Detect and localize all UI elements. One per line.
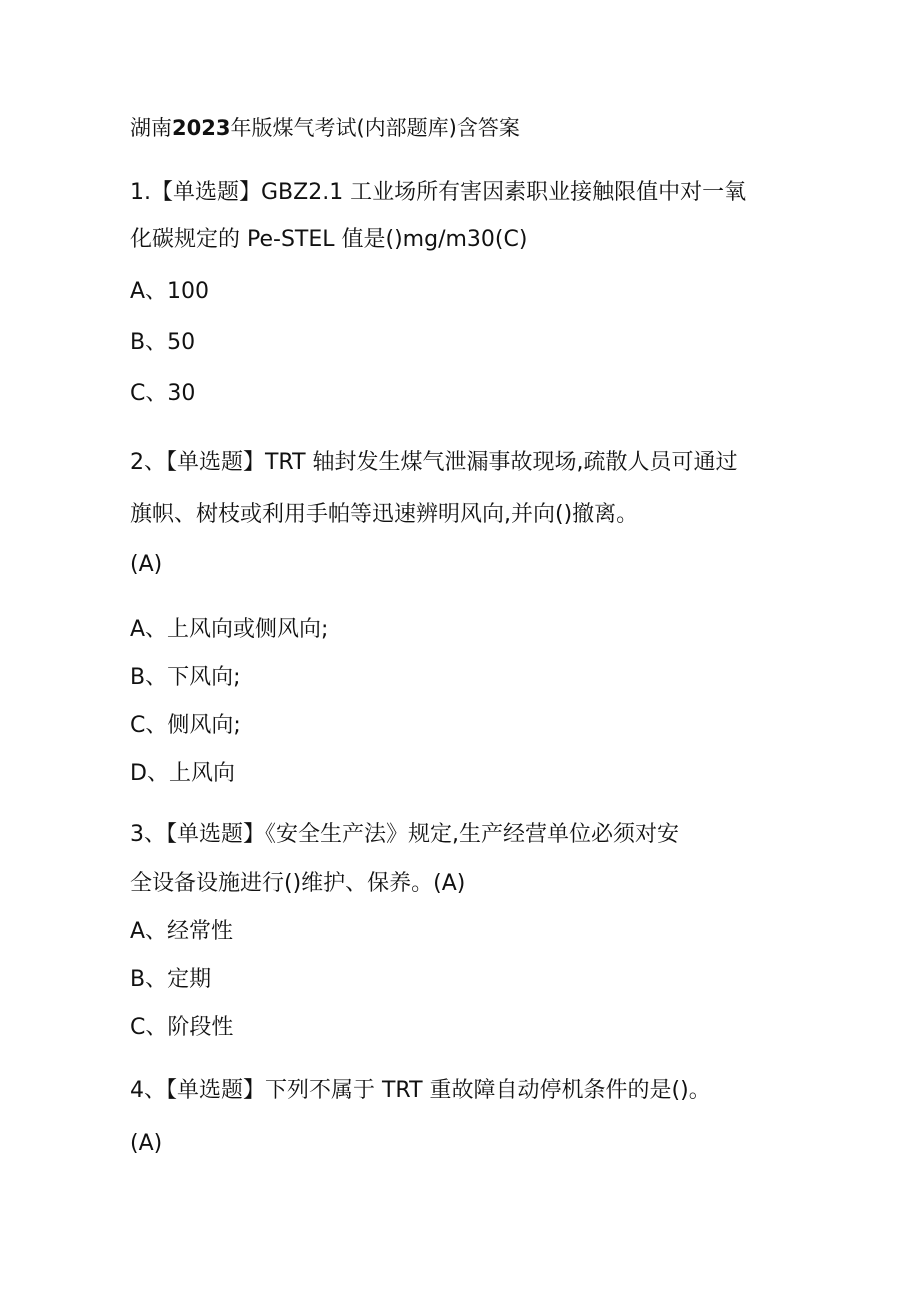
question-2-option-d: D、上风向 (130, 761, 235, 786)
question-2-option-c: C、侧风向; (130, 713, 241, 738)
title-prefix: 湖南 (130, 116, 172, 140)
question-3-option-b: B、定期 (130, 967, 212, 992)
question-3-option-a: A、经常性 (130, 919, 234, 944)
question-2-text-line-1: 2、【单选题】TRT 轴封发生煤气泄漏事故现场,疏散人员可通过 (130, 450, 738, 475)
question-3-text-line-2: 全设备设施进行()维护、保养。(A) (130, 871, 466, 896)
title-suffix: 年版煤气考试(内部题库)含答案 (230, 116, 520, 140)
question-3-text-line-1: 3、【单选题】《安全生产法》规定,生产经营单位必须对安 (130, 822, 679, 847)
question-1-text-line-2: 化碳规定的 Pe-STEL 值是()mg/m30(C) (130, 227, 528, 252)
question-4-answer: (A) (130, 1131, 163, 1156)
question-1-option-a: A、100 (130, 279, 210, 304)
question-1-option-c: C、30 (130, 381, 196, 406)
document-title (130, 118, 520, 139)
question-2-text-line-2: 旗帜、树枝或利用手帕等迅速辨明风向,并向()撤离。 (130, 502, 639, 527)
question-2-option-a: A、上风向或侧风向; (130, 617, 329, 642)
question-4-text-line-1: 4、【单选题】下列不属于 TRT 重故障自动停机条件的是()。 (130, 1078, 711, 1103)
question-2-option-b: B、下风向; (130, 665, 241, 690)
question-1-text-line-1: 1.【单选题】GBZ2.1 工业场所有害因素职业接触限值中对一氧 (130, 180, 747, 205)
title-year: 2023 (172, 116, 231, 140)
question-2-answer: (A) (130, 552, 163, 577)
question-3-option-c: C、阶段性 (130, 1015, 234, 1040)
question-1-option-b: B、50 (130, 330, 196, 355)
